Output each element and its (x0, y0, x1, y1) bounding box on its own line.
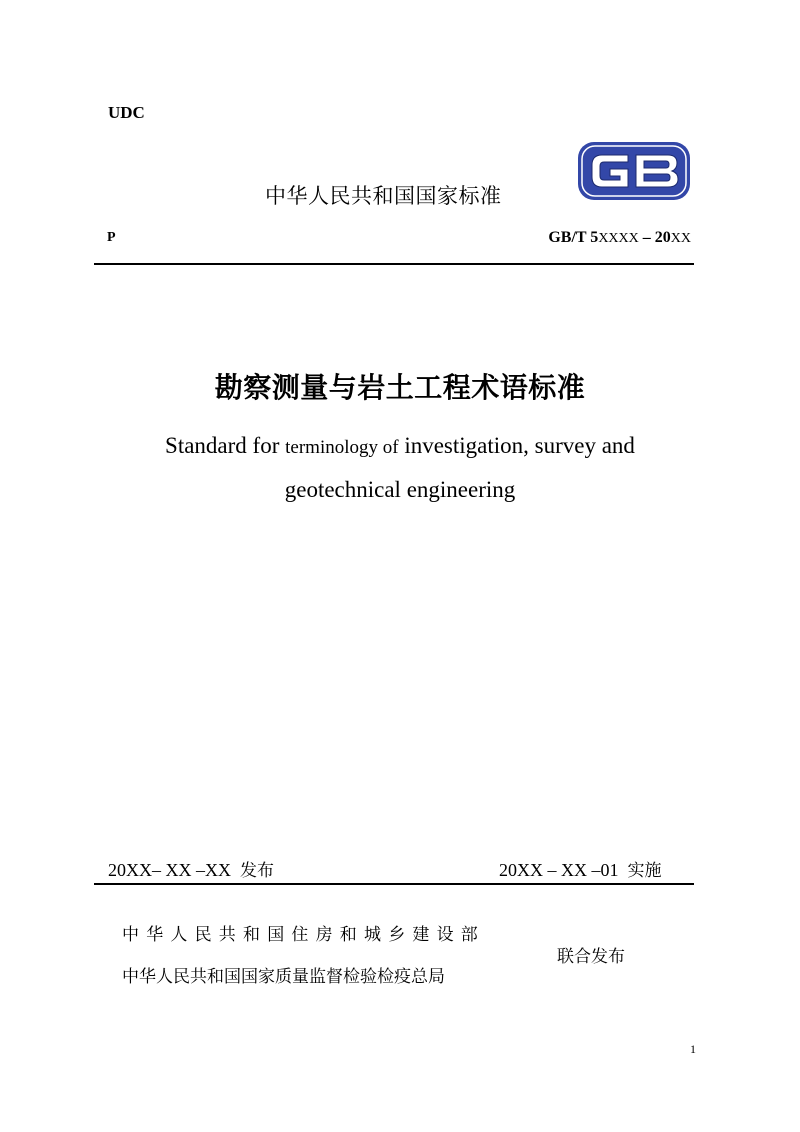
issue-date (108, 856, 274, 881)
header-divider (94, 263, 694, 265)
implementation-date-label: 实施 (627, 861, 662, 881)
implementation-date (499, 856, 662, 881)
joint-issue-label: 联合发布 (557, 947, 625, 967)
issue-date-label: 发布 (240, 861, 274, 881)
document-title-chinese: 勘察测量与岩土工程术语标准 (214, 371, 586, 404)
std-number-dash: – 20 (638, 229, 671, 246)
issuer-aqsiq: 中华人民共和国国家质量监督检验检疫总局 (122, 967, 445, 987)
title-en-part-b: terminology of (285, 437, 399, 458)
national-standard-heading: 中华人民共和国国家标准 (265, 184, 502, 208)
footer-divider (94, 883, 694, 885)
standard-number (548, 229, 691, 247)
std-number-year: XX (670, 231, 691, 246)
std-number-placeholder: XXXX (598, 231, 639, 246)
document-title-english-line1 (0, 433, 800, 459)
title-en-part-a: Standard for (165, 433, 286, 458)
title-en-part-c: investigation, survey and (398, 433, 635, 458)
udc-label: UDC (108, 103, 145, 122)
document-title-english-line2: geotechnical engineering (284, 477, 516, 502)
classification-code: P (107, 230, 116, 245)
gb-logo (576, 140, 692, 202)
std-number-prefix: GB/T 5 (548, 229, 599, 246)
issue-date-value: 20XX– XX –XX (108, 860, 231, 880)
issuer-ministry: 中华人民共和国住房和城乡建设部 (122, 925, 485, 945)
page-number: 1 (690, 1042, 696, 1056)
implementation-date-value: 20XX – XX –01 (499, 860, 619, 880)
